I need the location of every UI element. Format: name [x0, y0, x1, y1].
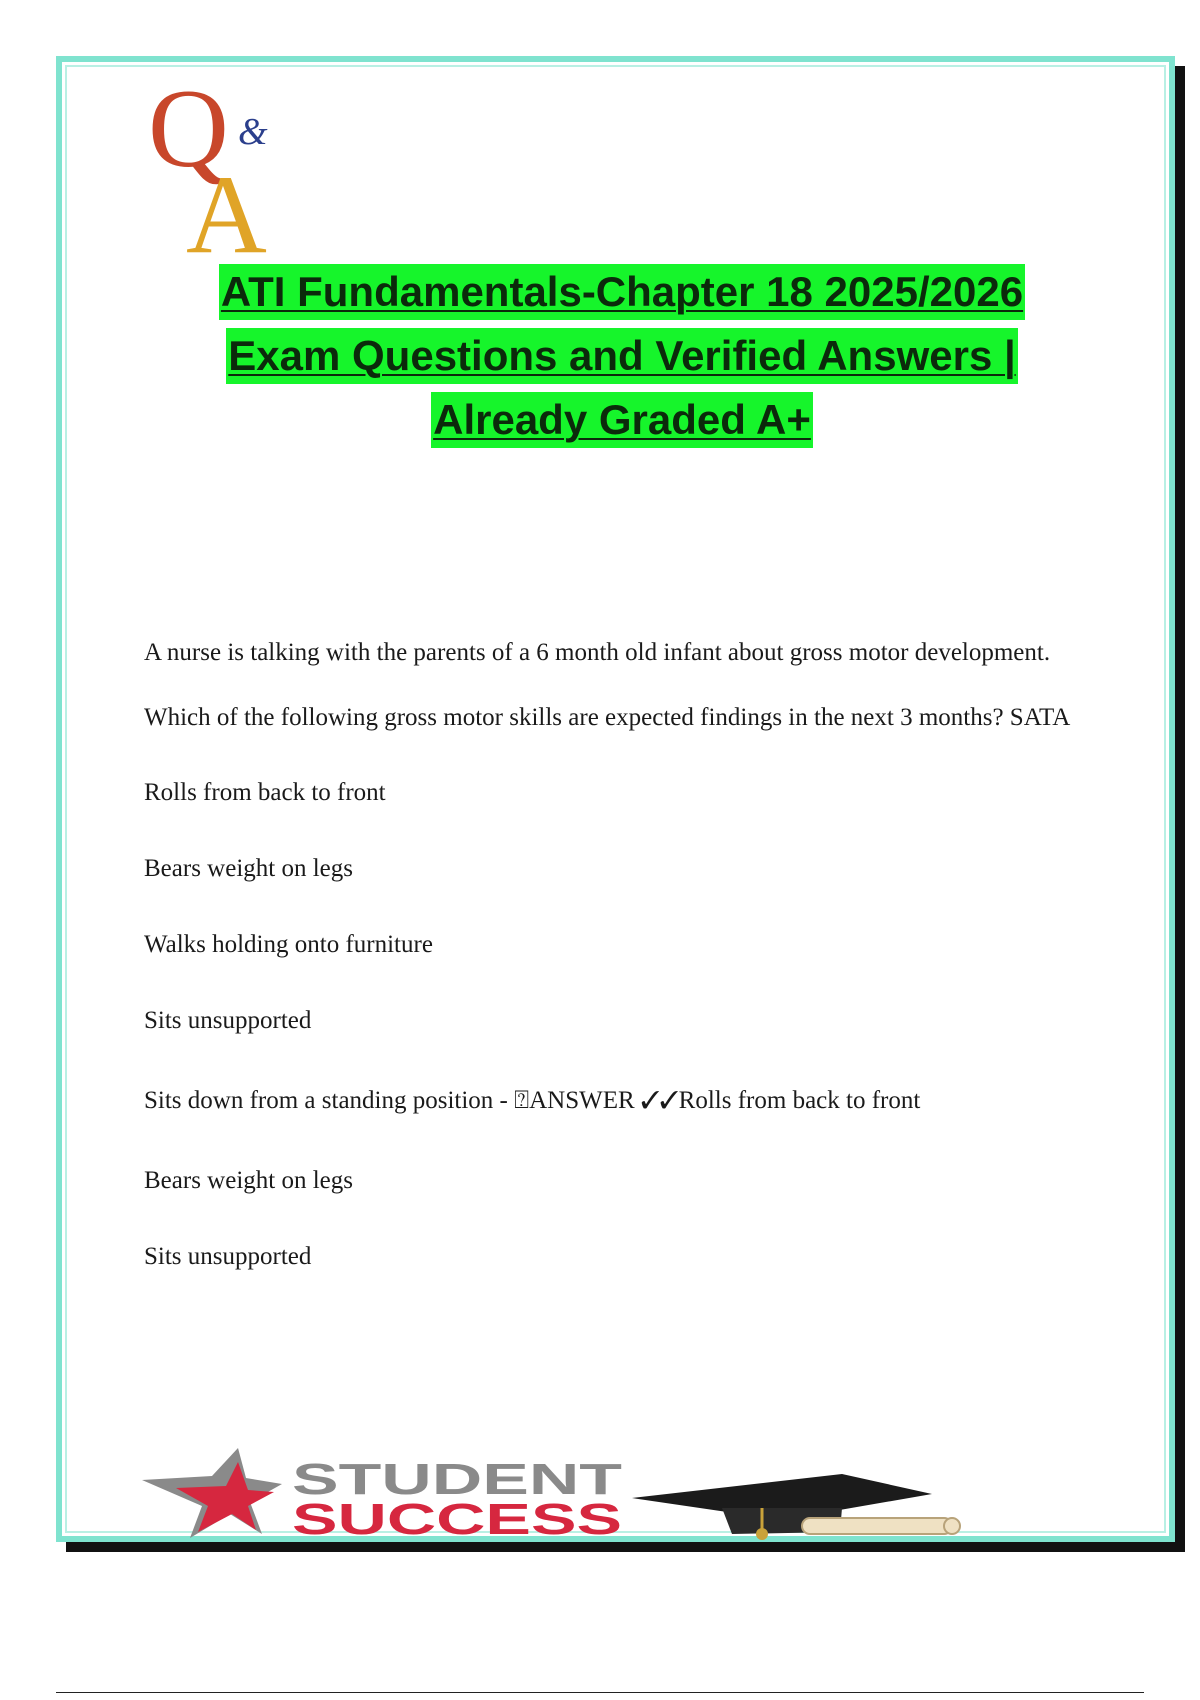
- svg-text:STUDENT: STUDENT: [292, 1455, 623, 1504]
- svg-text:A: A: [186, 153, 267, 264]
- option-4: Sits unsupported: [144, 1007, 312, 1034]
- title-line-3: Already Graded A+: [431, 392, 813, 448]
- title-line-2: Exam Questions and Verified Answers |: [226, 328, 1017, 384]
- option-1: Rolls from back to front: [144, 779, 386, 806]
- option-3: Walks holding onto furniture: [144, 931, 433, 958]
- student-success-logo-icon: [142, 1448, 982, 1544]
- question-text: A nurse is talking with the parents of a 6 month old infant about gross motor development. Which of the following gross motor skills are expected findings in the next 3 months? SATA: [144, 639, 1071, 731]
- document-title: [122, 260, 1122, 452]
- svg-text:Q: Q: [148, 74, 229, 191]
- answer-item-2: Bears weight on legs: [144, 1167, 353, 1194]
- svg-text:SUCCESS: SUCCESS: [292, 1495, 622, 1544]
- option-2: Bears weight on legs: [144, 855, 353, 882]
- svg-text:&: &: [238, 111, 268, 153]
- answer-item-3: Sits unsupported: [144, 1243, 312, 1270]
- page-divider: [56, 1692, 1144, 1693]
- document-page: [56, 56, 1175, 1542]
- answer-line: Sits down from a standing position - ⍰ANSWER ✓✓Rolls from back to front: [144, 1087, 921, 1114]
- title-line-1: ATI Fundamentals-Chapter 18 2025/2026: [219, 264, 1025, 320]
- qa-logo-icon: [146, 74, 296, 264]
